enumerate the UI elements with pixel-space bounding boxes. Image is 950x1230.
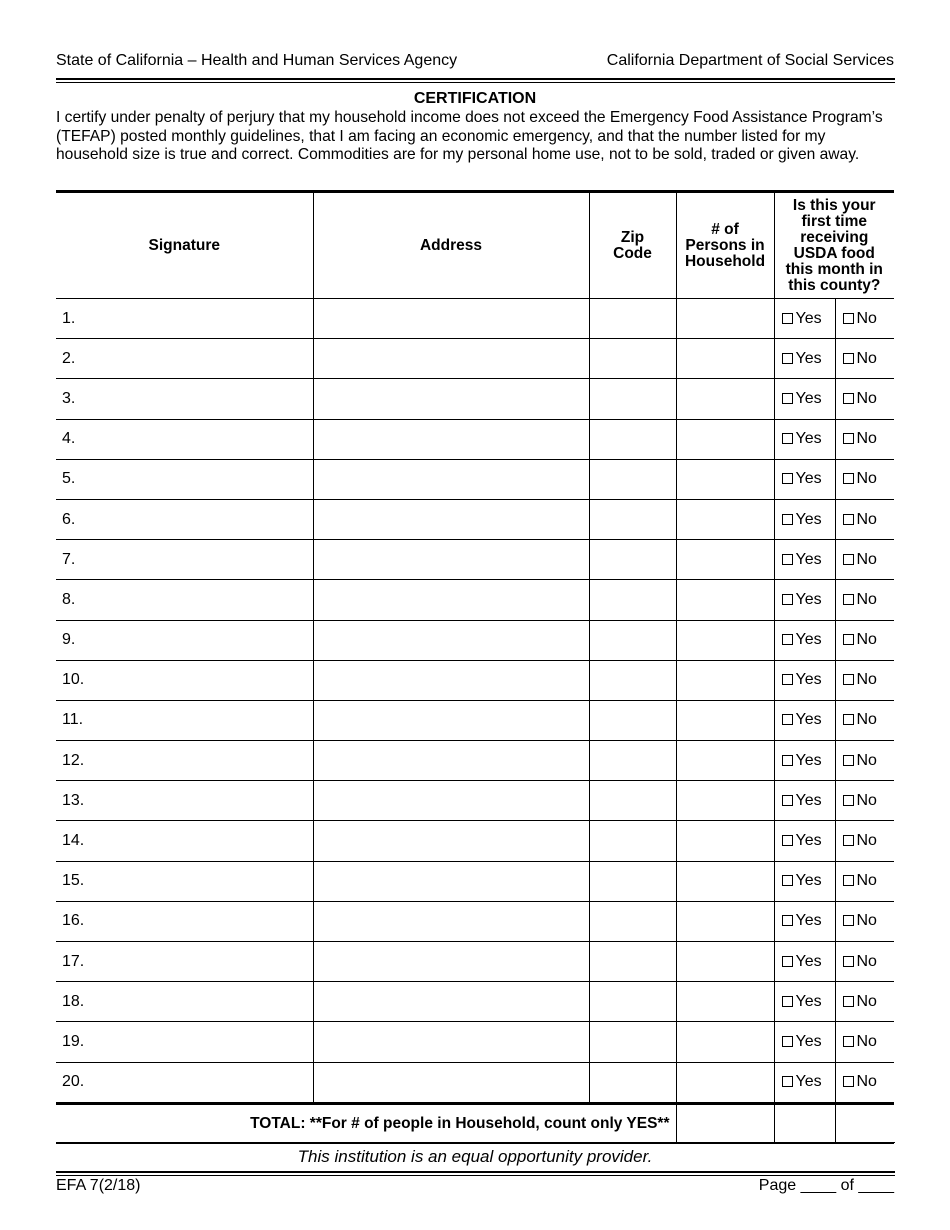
zip-code-cell[interactable] bbox=[589, 459, 676, 499]
no-option[interactable] bbox=[835, 741, 894, 781]
form-title: CERTIFICATION bbox=[413, 90, 537, 107]
yes-label: Yes bbox=[795, 1073, 822, 1091]
yes-label: Yes bbox=[795, 992, 822, 1010]
zip-header-line: Zip bbox=[620, 228, 645, 246]
signature-cell[interactable] bbox=[56, 540, 313, 580]
zip-code-cell[interactable] bbox=[589, 379, 676, 419]
address-cell[interactable] bbox=[313, 580, 589, 620]
total-label: TOTAL: **For # of people in Household, count only YES** bbox=[56, 1103, 676, 1143]
no-option[interactable] bbox=[835, 942, 894, 982]
yes-checkbox[interactable] bbox=[782, 755, 793, 766]
no-checkbox[interactable] bbox=[843, 313, 854, 324]
signature-cell[interactable] bbox=[56, 861, 313, 901]
yes-checkbox[interactable] bbox=[782, 996, 793, 1007]
column-header-persons-in-household bbox=[676, 192, 774, 299]
address-cell[interactable] bbox=[313, 821, 589, 861]
table-row bbox=[56, 499, 894, 539]
row-number: 6. bbox=[62, 510, 76, 528]
signature-cell[interactable] bbox=[56, 379, 313, 419]
address-cell[interactable] bbox=[313, 901, 589, 941]
zip-code-cell[interactable] bbox=[589, 700, 676, 740]
no-checkbox[interactable] bbox=[843, 554, 854, 565]
yes-label: Yes bbox=[795, 751, 822, 769]
no-option[interactable] bbox=[835, 982, 894, 1022]
row-number: 17. bbox=[62, 952, 85, 970]
table-row bbox=[56, 901, 894, 941]
signature-cell[interactable] bbox=[56, 901, 313, 941]
table-row bbox=[56, 781, 894, 821]
no-label: No bbox=[856, 791, 877, 809]
yes-option[interactable] bbox=[774, 660, 835, 700]
no-option[interactable] bbox=[835, 1022, 894, 1062]
first-time-header-line: this county? bbox=[788, 276, 881, 294]
row-number: 19. bbox=[62, 1032, 85, 1050]
signature-cell[interactable] bbox=[56, 419, 313, 459]
yes-label: Yes bbox=[795, 832, 822, 850]
address-cell[interactable] bbox=[313, 620, 589, 660]
column-header-zip-code bbox=[589, 192, 676, 299]
yes-checkbox[interactable] bbox=[782, 1076, 793, 1087]
no-option[interactable] bbox=[835, 459, 894, 499]
row-number: 13. bbox=[62, 791, 85, 809]
first-time-header-line: first time bbox=[801, 212, 867, 230]
persons-cell[interactable] bbox=[676, 861, 774, 901]
no-option[interactable] bbox=[835, 821, 894, 861]
zip-code-cell[interactable] bbox=[589, 901, 676, 941]
table-header-row bbox=[56, 192, 894, 299]
no-label: No bbox=[856, 389, 877, 407]
signature-cell[interactable] bbox=[56, 620, 313, 660]
yes-checkbox[interactable] bbox=[782, 634, 793, 645]
no-label: No bbox=[856, 832, 877, 850]
yes-label: Yes bbox=[795, 470, 822, 488]
signature-cell[interactable] bbox=[56, 1062, 313, 1103]
no-label: No bbox=[856, 430, 877, 448]
yes-option[interactable] bbox=[774, 620, 835, 660]
signature-cell[interactable] bbox=[56, 821, 313, 861]
address-cell[interactable] bbox=[313, 459, 589, 499]
address-cell[interactable] bbox=[313, 660, 589, 700]
no-option[interactable] bbox=[835, 339, 894, 379]
total-no-field[interactable] bbox=[835, 1103, 894, 1143]
no-checkbox[interactable] bbox=[843, 634, 854, 645]
no-checkbox[interactable] bbox=[843, 915, 854, 926]
total-yes-field[interactable] bbox=[774, 1103, 835, 1143]
department-name: California Department of Social Services bbox=[606, 52, 894, 69]
yes-checkbox[interactable] bbox=[782, 875, 793, 886]
table-row bbox=[56, 1062, 894, 1103]
no-label: No bbox=[856, 550, 877, 568]
yes-option[interactable] bbox=[774, 781, 835, 821]
signature-cell[interactable] bbox=[56, 700, 313, 740]
total-persons-field[interactable] bbox=[676, 1103, 774, 1143]
no-label: No bbox=[856, 872, 877, 890]
address-cell[interactable] bbox=[313, 1062, 589, 1103]
row-number: 10. bbox=[62, 671, 85, 689]
zip-code-cell[interactable] bbox=[589, 942, 676, 982]
row-number: 16. bbox=[62, 912, 85, 930]
no-checkbox[interactable] bbox=[843, 956, 854, 967]
yes-option[interactable] bbox=[774, 901, 835, 941]
yes-label: Yes bbox=[795, 791, 822, 809]
zip-code-cell[interactable] bbox=[589, 1022, 676, 1062]
column-header-first-time bbox=[774, 192, 894, 299]
zip-code-cell[interactable] bbox=[589, 660, 676, 700]
yes-checkbox[interactable] bbox=[782, 956, 793, 967]
yes-label: Yes bbox=[795, 349, 822, 367]
no-checkbox[interactable] bbox=[843, 875, 854, 886]
no-option[interactable] bbox=[835, 419, 894, 459]
address-cell[interactable] bbox=[313, 540, 589, 580]
signature-cell[interactable] bbox=[56, 660, 313, 700]
no-option[interactable] bbox=[835, 901, 894, 941]
first-time-header-line: USDA food bbox=[793, 244, 875, 262]
header-rule-thin bbox=[56, 82, 895, 83]
row-number: 15. bbox=[62, 872, 85, 890]
yes-checkbox[interactable] bbox=[782, 795, 793, 806]
persons-cell[interactable] bbox=[676, 821, 774, 861]
page-number: Page ____ of ____ bbox=[758, 1177, 894, 1194]
table-row bbox=[56, 379, 894, 419]
persons-cell[interactable] bbox=[676, 459, 774, 499]
row-number: 2. bbox=[62, 349, 76, 367]
no-option[interactable] bbox=[835, 540, 894, 580]
yes-label: Yes bbox=[795, 1032, 822, 1050]
no-label: No bbox=[856, 309, 877, 327]
row-number: 1. bbox=[62, 309, 76, 327]
signature-cell[interactable] bbox=[56, 299, 313, 339]
table-row bbox=[56, 459, 894, 499]
yes-label: Yes bbox=[795, 550, 822, 568]
persons-cell[interactable] bbox=[676, 660, 774, 700]
yes-checkbox[interactable] bbox=[782, 353, 793, 364]
yes-label: Yes bbox=[795, 671, 822, 689]
no-option[interactable] bbox=[835, 700, 894, 740]
column-header-signature: Signature bbox=[56, 192, 313, 299]
zip-code-cell[interactable] bbox=[589, 982, 676, 1022]
table-row bbox=[56, 1022, 894, 1062]
persons-cell[interactable] bbox=[676, 379, 774, 419]
yes-label: Yes bbox=[795, 952, 822, 970]
row-number: 5. bbox=[62, 470, 76, 488]
no-option[interactable] bbox=[835, 1062, 894, 1103]
zip-code-cell[interactable] bbox=[589, 339, 676, 379]
table-row bbox=[56, 660, 894, 700]
footer-rule-thin bbox=[56, 1142, 895, 1143]
persons-cell[interactable] bbox=[676, 1062, 774, 1103]
no-checkbox[interactable] bbox=[843, 514, 854, 525]
persons-cell[interactable] bbox=[676, 419, 774, 459]
zip-code-cell[interactable] bbox=[589, 861, 676, 901]
yes-checkbox[interactable] bbox=[782, 393, 793, 404]
yes-checkbox[interactable] bbox=[782, 714, 793, 725]
zip-code-cell[interactable] bbox=[589, 299, 676, 339]
footer-rule-thick bbox=[56, 1171, 895, 1173]
no-option[interactable] bbox=[835, 781, 894, 821]
no-checkbox[interactable] bbox=[843, 473, 854, 484]
yes-label: Yes bbox=[795, 430, 822, 448]
yes-label: Yes bbox=[795, 872, 822, 890]
table-row bbox=[56, 741, 894, 781]
signature-cell[interactable] bbox=[56, 982, 313, 1022]
first-time-header-line: receiving bbox=[800, 228, 869, 246]
total-row bbox=[56, 1103, 894, 1143]
no-label: No bbox=[856, 751, 877, 769]
no-checkbox[interactable] bbox=[843, 353, 854, 364]
no-label: No bbox=[856, 470, 877, 488]
no-option[interactable] bbox=[835, 299, 894, 339]
signature-cell[interactable] bbox=[56, 741, 313, 781]
yes-label: Yes bbox=[795, 912, 822, 930]
persons-cell[interactable] bbox=[676, 339, 774, 379]
column-header-address: Address bbox=[313, 192, 589, 299]
no-label: No bbox=[856, 590, 877, 608]
row-number: 20. bbox=[62, 1073, 85, 1091]
persons-cell[interactable] bbox=[676, 942, 774, 982]
signature-cell[interactable] bbox=[56, 580, 313, 620]
no-option[interactable] bbox=[835, 379, 894, 419]
yes-label: Yes bbox=[795, 510, 822, 528]
no-option[interactable] bbox=[835, 499, 894, 539]
no-checkbox[interactable] bbox=[843, 594, 854, 605]
address-cell[interactable] bbox=[313, 1022, 589, 1062]
persons-cell[interactable] bbox=[676, 741, 774, 781]
yes-checkbox[interactable] bbox=[782, 835, 793, 846]
table-row bbox=[56, 299, 894, 339]
yes-option[interactable] bbox=[774, 741, 835, 781]
persons-cell[interactable] bbox=[676, 982, 774, 1022]
no-label: No bbox=[856, 1032, 877, 1050]
no-label: No bbox=[856, 992, 877, 1010]
table-row bbox=[56, 821, 894, 861]
no-checkbox[interactable] bbox=[843, 795, 854, 806]
table-row bbox=[56, 700, 894, 740]
zip-code-cell[interactable] bbox=[589, 620, 676, 660]
address-cell[interactable] bbox=[313, 499, 589, 539]
yes-checkbox[interactable] bbox=[782, 674, 793, 685]
zip-code-cell[interactable] bbox=[589, 580, 676, 620]
row-number: 11. bbox=[62, 711, 84, 729]
persons-cell[interactable] bbox=[676, 1022, 774, 1062]
agency-name: State of California – Health and Human Services Agency bbox=[56, 52, 458, 69]
yes-label: Yes bbox=[795, 711, 822, 729]
yes-option[interactable] bbox=[774, 580, 835, 620]
no-option[interactable] bbox=[835, 660, 894, 700]
yes-checkbox[interactable] bbox=[782, 313, 793, 324]
no-label: No bbox=[856, 349, 877, 367]
no-checkbox[interactable] bbox=[843, 1036, 854, 1047]
zip-code-cell[interactable] bbox=[589, 781, 676, 821]
yes-checkbox[interactable] bbox=[782, 433, 793, 444]
yes-option[interactable] bbox=[774, 942, 835, 982]
yes-checkbox[interactable] bbox=[782, 473, 793, 484]
row-number: 8. bbox=[62, 590, 76, 608]
row-number: 7. bbox=[62, 550, 76, 568]
persons-cell[interactable] bbox=[676, 499, 774, 539]
persons-cell[interactable] bbox=[676, 781, 774, 821]
address-cell[interactable] bbox=[313, 982, 589, 1022]
table-row bbox=[56, 540, 894, 580]
no-label: No bbox=[856, 631, 877, 649]
row-number: 12. bbox=[62, 751, 85, 769]
first-time-header-line: Is this your bbox=[792, 196, 876, 214]
no-option[interactable] bbox=[835, 861, 894, 901]
persons-header-line: # of bbox=[711, 220, 739, 238]
address-cell[interactable] bbox=[313, 419, 589, 459]
table-row bbox=[56, 861, 894, 901]
address-cell[interactable] bbox=[313, 379, 589, 419]
persons-cell[interactable] bbox=[676, 540, 774, 580]
no-label: No bbox=[856, 1073, 877, 1091]
yes-checkbox[interactable] bbox=[782, 915, 793, 926]
yes-label: Yes bbox=[795, 389, 822, 407]
table-body bbox=[56, 299, 894, 1104]
table-row bbox=[56, 982, 894, 1022]
signature-cell[interactable] bbox=[56, 499, 313, 539]
zip-code-cell[interactable] bbox=[589, 1062, 676, 1103]
persons-cell[interactable] bbox=[676, 901, 774, 941]
no-checkbox[interactable] bbox=[843, 996, 854, 1007]
yes-option[interactable] bbox=[774, 379, 835, 419]
certification-statement: I certify under penalty of perjury that my household income does not exceed the Emergency Food Assistance Program’s (TEFAP) posted monthly guidelines, that I am facing an economic emergency, and that the number listed for my household size is true and correct. Commodities are for my personal home use, not to be sold, traded or given away. bbox=[56, 109, 883, 164]
page-footer bbox=[56, 1177, 894, 1195]
signature-table bbox=[56, 190, 894, 1144]
no-label: No bbox=[856, 711, 877, 729]
yes-option[interactable] bbox=[774, 821, 835, 861]
row-number: 3. bbox=[62, 389, 76, 407]
first-time-header-line: this month in bbox=[785, 260, 883, 278]
address-cell[interactable] bbox=[313, 942, 589, 982]
yes-checkbox[interactable] bbox=[782, 1036, 793, 1047]
zip-code-cell[interactable] bbox=[589, 821, 676, 861]
zip-code-cell[interactable] bbox=[589, 540, 676, 580]
yes-option[interactable] bbox=[774, 459, 835, 499]
persons-cell[interactable] bbox=[676, 299, 774, 339]
yes-option[interactable] bbox=[774, 419, 835, 459]
no-checkbox[interactable] bbox=[843, 674, 854, 685]
persons-header-line: Persons in bbox=[685, 236, 765, 254]
no-checkbox[interactable] bbox=[843, 835, 854, 846]
table-row bbox=[56, 580, 894, 620]
form-id: EFA 7(2/18) bbox=[56, 1177, 141, 1194]
signature-cell[interactable] bbox=[56, 942, 313, 982]
yes-checkbox[interactable] bbox=[782, 514, 793, 525]
row-number: 18. bbox=[62, 992, 85, 1010]
signature-cell[interactable] bbox=[56, 1022, 313, 1062]
table-row bbox=[56, 419, 894, 459]
address-cell[interactable] bbox=[313, 861, 589, 901]
no-checkbox[interactable] bbox=[843, 393, 854, 404]
no-checkbox[interactable] bbox=[843, 755, 854, 766]
no-checkbox[interactable] bbox=[843, 433, 854, 444]
signature-cell[interactable] bbox=[56, 459, 313, 499]
row-number: 14. bbox=[62, 832, 85, 850]
table-row bbox=[56, 942, 894, 982]
equal-opportunity-statement: This institution is an equal opportunity provider. bbox=[297, 1147, 653, 1166]
no-label: No bbox=[856, 952, 877, 970]
yes-option[interactable] bbox=[774, 339, 835, 379]
yes-checkbox[interactable] bbox=[782, 594, 793, 605]
yes-option[interactable] bbox=[774, 540, 835, 580]
no-checkbox[interactable] bbox=[843, 714, 854, 725]
row-number: 4. bbox=[62, 430, 76, 448]
zip-header-line: Code bbox=[613, 244, 652, 262]
yes-option[interactable] bbox=[774, 700, 835, 740]
zip-code-cell[interactable] bbox=[589, 499, 676, 539]
yes-label: Yes bbox=[795, 590, 822, 608]
header-rule-thick bbox=[56, 78, 895, 80]
persons-cell[interactable] bbox=[676, 580, 774, 620]
persons-cell[interactable] bbox=[676, 700, 774, 740]
address-cell[interactable] bbox=[313, 700, 589, 740]
yes-option[interactable] bbox=[774, 1062, 835, 1103]
no-label: No bbox=[856, 912, 877, 930]
table-row bbox=[56, 620, 894, 660]
address-cell[interactable] bbox=[313, 741, 589, 781]
footer-rule-thin-lower bbox=[56, 1175, 895, 1176]
no-label: No bbox=[856, 510, 877, 528]
address-cell[interactable] bbox=[313, 781, 589, 821]
no-checkbox[interactable] bbox=[843, 1076, 854, 1087]
zip-code-cell[interactable] bbox=[589, 741, 676, 781]
no-label: No bbox=[856, 671, 877, 689]
zip-code-cell[interactable] bbox=[589, 419, 676, 459]
yes-option[interactable] bbox=[774, 861, 835, 901]
address-cell[interactable] bbox=[313, 299, 589, 339]
no-option[interactable] bbox=[835, 580, 894, 620]
yes-option[interactable] bbox=[774, 299, 835, 339]
no-option[interactable] bbox=[835, 620, 894, 660]
yes-option[interactable] bbox=[774, 1022, 835, 1062]
yes-option[interactable] bbox=[774, 499, 835, 539]
page-header bbox=[56, 52, 894, 70]
row-number: 9. bbox=[62, 631, 76, 649]
table-row bbox=[56, 339, 894, 379]
address-cell[interactable] bbox=[313, 339, 589, 379]
yes-label: Yes bbox=[795, 631, 822, 649]
yes-label: Yes bbox=[795, 309, 822, 327]
signature-cell[interactable] bbox=[56, 339, 313, 379]
signature-cell[interactable] bbox=[56, 781, 313, 821]
persons-cell[interactable] bbox=[676, 620, 774, 660]
yes-checkbox[interactable] bbox=[782, 554, 793, 565]
persons-header-line: Household bbox=[684, 252, 766, 270]
yes-option[interactable] bbox=[774, 982, 835, 1022]
